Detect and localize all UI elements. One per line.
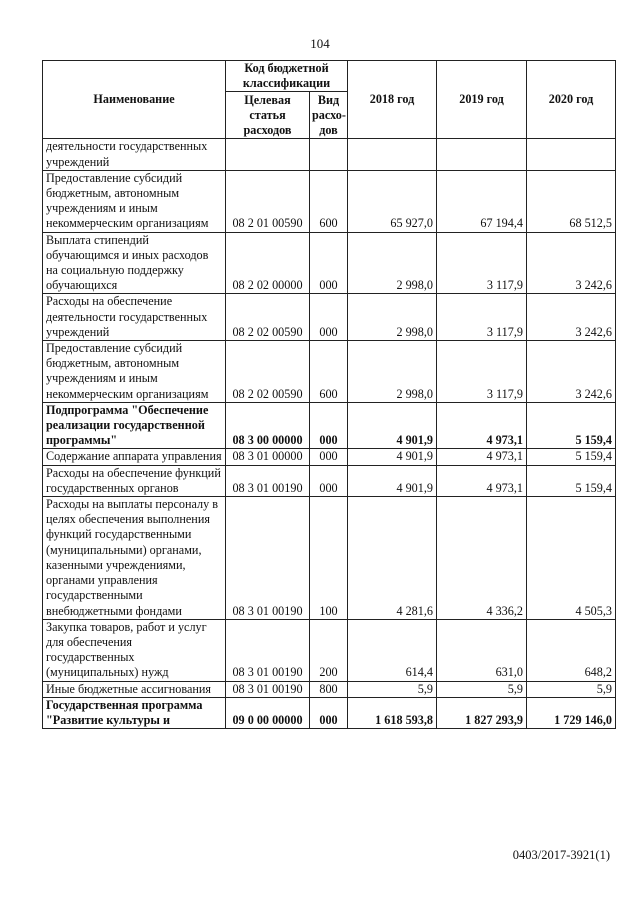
table-row xyxy=(43,294,616,341)
table-header xyxy=(43,61,616,139)
cell-name: Закупка товаров, работ и услуг для обеспечения государственных (муниципальных) нужд xyxy=(43,619,226,681)
table-row xyxy=(43,697,616,728)
cell-2019: 3 117,9 xyxy=(437,294,527,341)
cell-2018: 4 281,6 xyxy=(348,497,437,620)
cell-expense-type: 000 xyxy=(310,449,348,465)
cell-2018: 4 901,9 xyxy=(348,449,437,465)
table-row xyxy=(43,139,616,170)
cell-name: Расходы на обеспечение функций государственных органов xyxy=(43,465,226,496)
cell-2020: 5 159,4 xyxy=(527,449,616,465)
cell-2020: 3 242,6 xyxy=(527,294,616,341)
cell-expense-type: 100 xyxy=(310,497,348,620)
cell-2020 xyxy=(527,139,616,170)
header-2020: 2020 год xyxy=(527,61,616,139)
cell-expense-type: 000 xyxy=(310,232,348,294)
table-row xyxy=(43,497,616,620)
cell-2020: 3 242,6 xyxy=(527,232,616,294)
table-row xyxy=(43,170,616,232)
cell-target-code: 08 3 01 00190 xyxy=(226,619,310,681)
cell-2019: 631,0 xyxy=(437,619,527,681)
header-2018: 2018 год xyxy=(348,61,437,139)
header-2019: 2019 год xyxy=(437,61,527,139)
cell-target-code: 08 2 02 00000 xyxy=(226,232,310,294)
cell-expense-type: 600 xyxy=(310,170,348,232)
cell-2018: 2 998,0 xyxy=(348,294,437,341)
cell-2020: 5 159,4 xyxy=(527,465,616,496)
header-type: Вид расхо-дов xyxy=(310,92,348,139)
cell-target-code: 08 3 01 00190 xyxy=(226,465,310,496)
cell-2020: 3 242,6 xyxy=(527,341,616,403)
cell-name: Расходы на выплаты персоналу в целях обеспечения выполнения функций государственными (муниципальными) органами, казенными учреждениями, органами управления государственными внебюджетными фондами xyxy=(43,497,226,620)
cell-expense-type: 800 xyxy=(310,681,348,697)
table-row xyxy=(43,402,616,449)
cell-2020: 5 159,4 xyxy=(527,402,616,449)
cell-2018: 65 927,0 xyxy=(348,170,437,232)
cell-2019: 3 117,9 xyxy=(437,341,527,403)
cell-expense-type: 000 xyxy=(310,697,348,728)
cell-2018: 614,4 xyxy=(348,619,437,681)
cell-expense-type xyxy=(310,139,348,170)
cell-name: Иные бюджетные ассигнования xyxy=(43,681,226,697)
cell-target-code xyxy=(226,139,310,170)
cell-2020: 5,9 xyxy=(527,681,616,697)
header-target: Целевая статья расходов xyxy=(226,92,310,139)
budget-table xyxy=(42,60,616,729)
cell-expense-type: 600 xyxy=(310,341,348,403)
cell-target-code: 08 3 00 00000 xyxy=(226,402,310,449)
table-row xyxy=(43,619,616,681)
table-row xyxy=(43,341,616,403)
cell-target-code: 08 2 02 00590 xyxy=(226,341,310,403)
header-name: Наименование xyxy=(43,61,226,139)
cell-2020: 648,2 xyxy=(527,619,616,681)
cell-name: Подпрограмма "Обеспечение реализации государственной программы" xyxy=(43,402,226,449)
cell-name: Содержание аппарата управления xyxy=(43,449,226,465)
cell-2018: 5,9 xyxy=(348,681,437,697)
cell-expense-type: 000 xyxy=(310,465,348,496)
cell-expense-type: 000 xyxy=(310,294,348,341)
cell-2020: 4 505,3 xyxy=(527,497,616,620)
cell-2018: 4 901,9 xyxy=(348,465,437,496)
cell-name: Государственная программа "Развитие культуры и xyxy=(43,697,226,728)
cell-name: Расходы на обеспечение деятельности государственных учреждений xyxy=(43,294,226,341)
cell-name: деятельности государственных учреждений xyxy=(43,139,226,170)
cell-name: Предоставление субсидий бюджетным, автономным учреждениям и иным некоммерческим организациям xyxy=(43,341,226,403)
cell-name: Выплата стипендий обучающимся и иных расходов на социальную поддержку обучающихся xyxy=(43,232,226,294)
cell-expense-type: 000 xyxy=(310,402,348,449)
cell-2020: 1 729 146,0 xyxy=(527,697,616,728)
cell-name: Предоставление субсидий бюджетным, автономным учреждениям и иным некоммерческим организациям xyxy=(43,170,226,232)
cell-2019: 3 117,9 xyxy=(437,232,527,294)
table-body xyxy=(43,139,616,729)
cell-2018: 2 998,0 xyxy=(348,232,437,294)
header-budget-code: Код бюджетной классификации xyxy=(226,61,348,92)
cell-2020: 68 512,5 xyxy=(527,170,616,232)
cell-target-code: 08 3 01 00000 xyxy=(226,449,310,465)
cell-2019: 1 827 293,9 xyxy=(437,697,527,728)
cell-2018: 1 618 593,8 xyxy=(348,697,437,728)
cell-2019: 67 194,4 xyxy=(437,170,527,232)
cell-target-code: 08 3 01 00190 xyxy=(226,497,310,620)
cell-target-code: 08 2 02 00590 xyxy=(226,294,310,341)
cell-2019: 4 973,1 xyxy=(437,465,527,496)
cell-target-code: 09 0 00 00000 xyxy=(226,697,310,728)
document-code: 0403/2017-3921(1) xyxy=(512,848,610,862)
cell-2018: 4 901,9 xyxy=(348,402,437,449)
cell-2019: 4 973,1 xyxy=(437,402,527,449)
cell-expense-type: 200 xyxy=(310,619,348,681)
cell-2019 xyxy=(437,139,527,170)
cell-2019: 4 336,2 xyxy=(437,497,527,620)
table-row xyxy=(43,465,616,496)
table-row xyxy=(43,449,616,465)
table-row xyxy=(43,681,616,697)
cell-2019: 4 973,1 xyxy=(437,449,527,465)
cell-2018: 2 998,0 xyxy=(348,341,437,403)
table-row xyxy=(43,232,616,294)
cell-2019: 5,9 xyxy=(437,681,527,697)
cell-2018 xyxy=(348,139,437,170)
cell-target-code: 08 3 01 00190 xyxy=(226,681,310,697)
page-number: 104 xyxy=(310,36,330,51)
cell-target-code: 08 2 01 00590 xyxy=(226,170,310,232)
